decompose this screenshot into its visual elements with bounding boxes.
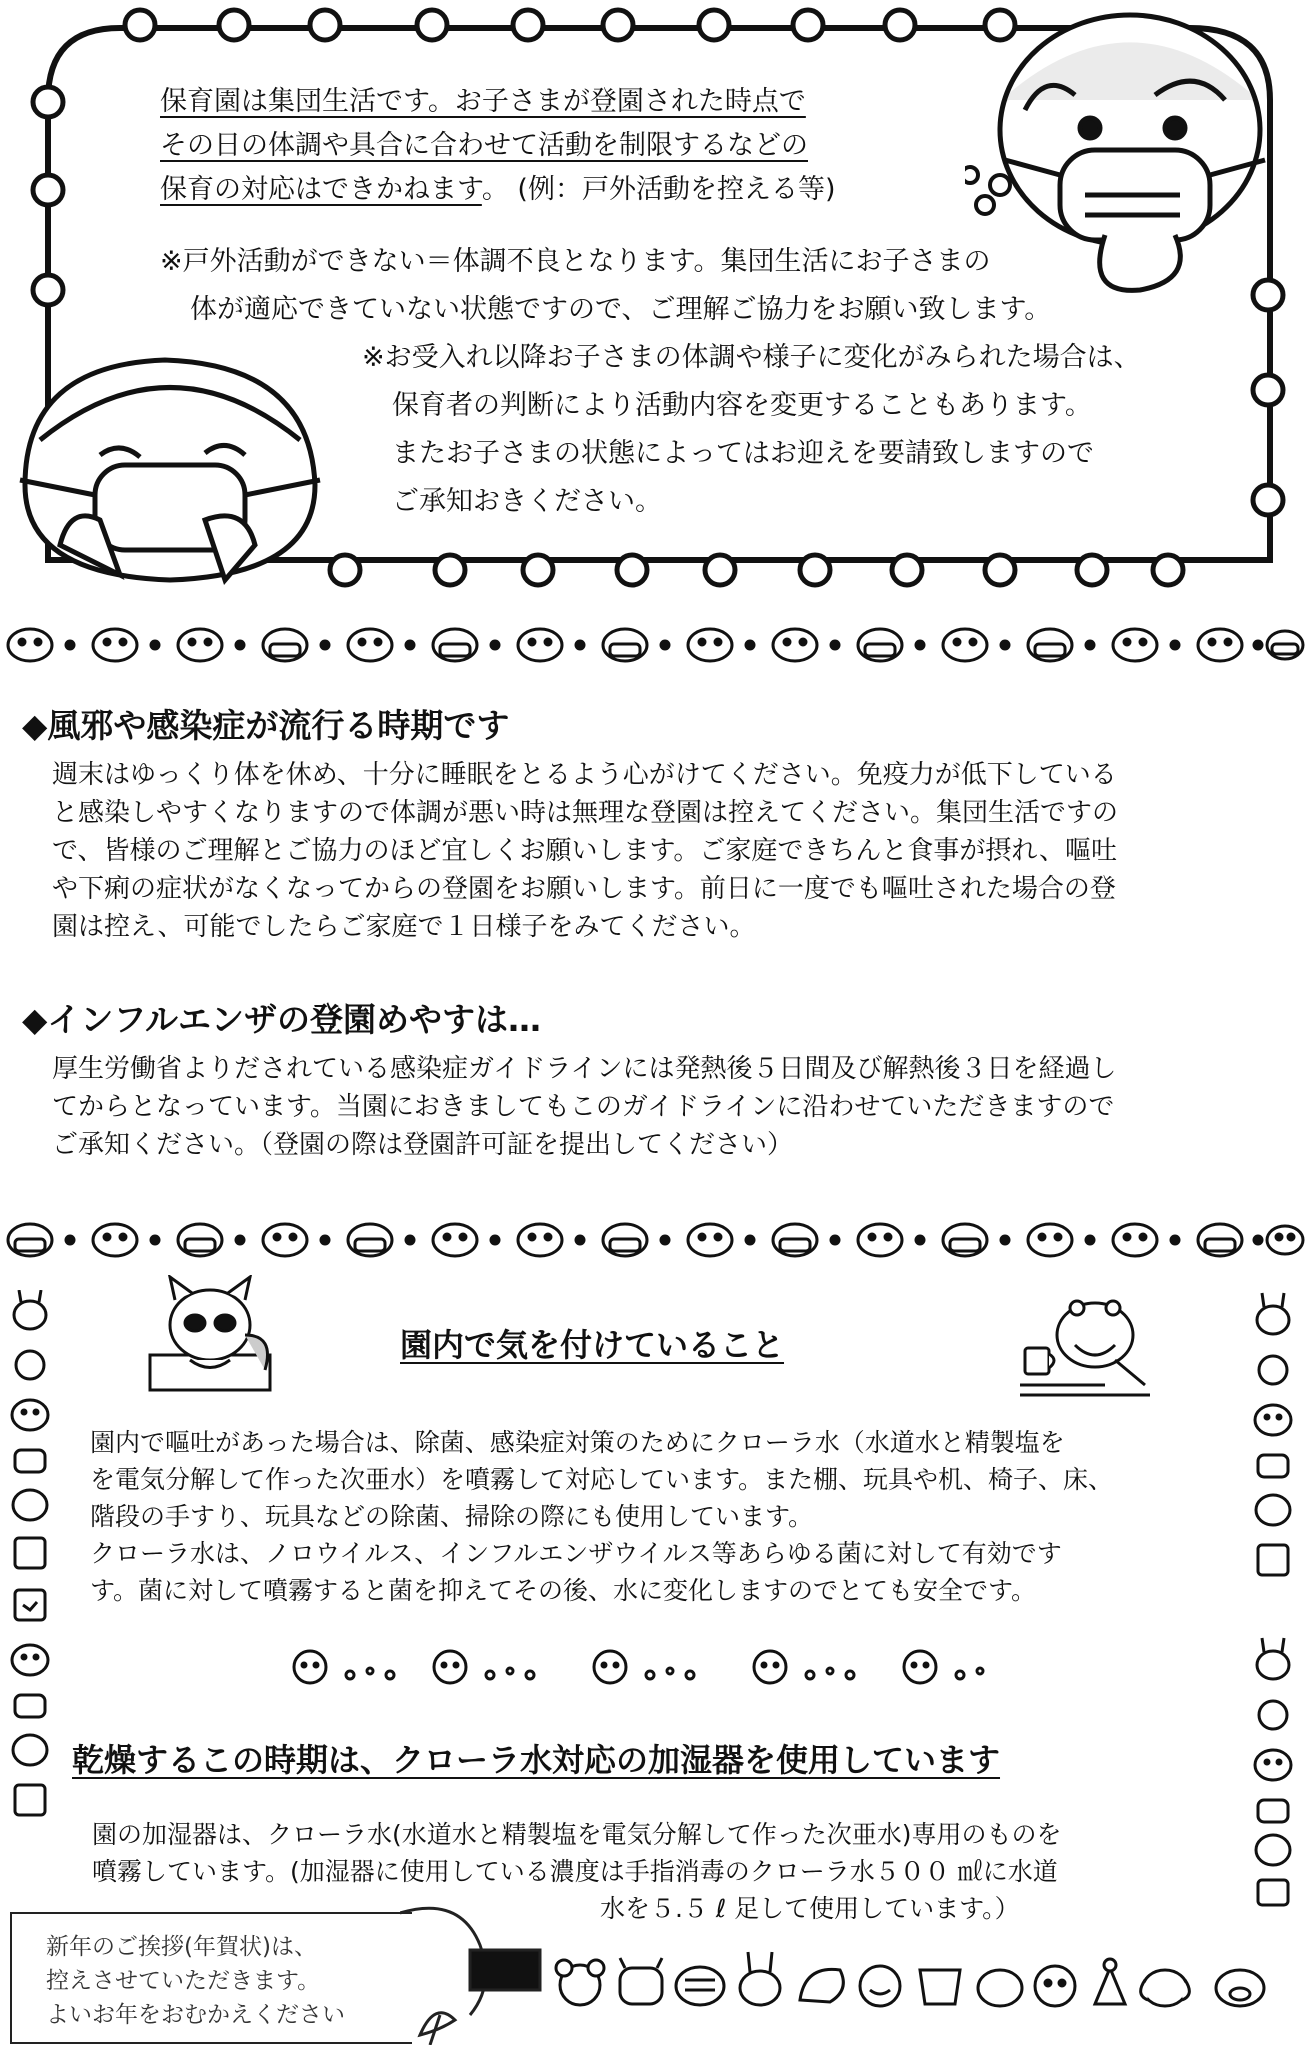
new-year-note-box bbox=[10, 1912, 412, 2044]
flu-section-heading: ◆インフルエンザの登園めやすは… bbox=[22, 1000, 542, 1039]
new-year-line-3: よいお年をおむかえください bbox=[46, 2002, 345, 2028]
care-line-4: クローラ水は、ノロウイルス、インフルエンザウイルス等あらゆる菌に対して有効です bbox=[90, 1539, 1062, 1568]
care-line-3: 階段の手すり、玩具などの除菌、掃除の際にも使用しています。 bbox=[90, 1502, 814, 1531]
notice-line-3: 保育の対応はできかねます bbox=[160, 174, 482, 205]
notice-line-1: 保育園は集団生活です。お子さまが登園された時点で bbox=[160, 86, 806, 117]
zodiac-animals-row bbox=[550, 1950, 1310, 2020]
humidifier-line-2: 噴霧しています。(加湿器に使用している濃度は手指消毒のクローラ水５００ ㎖に水道 bbox=[92, 1857, 1058, 1886]
note2-line-1: ※お受入れ以降お子さまの体調や様子に変化がみられた場合は、 bbox=[362, 342, 1141, 373]
flu-line-3: ご承知ください。（登園の際は登園許可証を提出してください） bbox=[52, 1130, 794, 1160]
humidifier-title: 乾燥するこの時期は、クローラ水対応の加湿器を使用しています bbox=[72, 1741, 1001, 1779]
cold-section-heading: ◆風邪や感染症が流行る時期です bbox=[22, 706, 510, 745]
hippo-gargle-illustration bbox=[1015, 1290, 1155, 1400]
flu-line-1: 厚生労働省よりだされている感染症ガイドラインには発熱後５日間及び解熱後３日を経過し bbox=[52, 1054, 1117, 1084]
germ-divider-row-2 bbox=[0, 1215, 1313, 1265]
left-icon-border bbox=[5, 1290, 55, 1850]
care-line-2: を電気分解して作った次亜水）を噴霧して対応しています。また棚、玩具や机、椅子、床、 bbox=[90, 1465, 1114, 1494]
care-line-1: 園内で嘔吐があった場合は、除菌、感染症対策のためにクローラ水（水道水と精製塩を bbox=[90, 1428, 1065, 1457]
humidifier-line-1: 園の加湿器は、クローラ水(水道水と精製塩を電気分解して作った次亜水)専用のものを bbox=[92, 1820, 1062, 1849]
kids-divider-row bbox=[280, 1645, 1000, 1695]
germ-divider-row bbox=[0, 620, 1313, 670]
raccoon-handwash-illustration bbox=[140, 1275, 280, 1395]
care-line-5: す。菌に対して噴霧すると菌を抑えてその後、水に変化しますのでとても安全です。 bbox=[90, 1576, 1037, 1605]
new-year-line-2: 控えさせていただきます。 bbox=[46, 1968, 321, 1994]
gift-tag-illustration bbox=[400, 1905, 550, 2045]
cold-line-1: 週末はゆっくり体を休め、十分に睡眠をとるよう心がけてください。免疫力が低下している bbox=[52, 760, 1117, 790]
note2-line-4: ご承知おきください。 bbox=[392, 486, 662, 517]
notice-line-3-suffix: 。 (例：戸外活動を控える等) bbox=[481, 174, 836, 205]
note1-line-1: ※戸外活動ができない＝体調不良となります。集団生活にお子さまの bbox=[160, 246, 991, 277]
cold-line-3: で、皆様のご理解とご協力のほど宜しくお願いします。ご家庭できちんと食事が摂れ、嘔吐 bbox=[52, 836, 1117, 866]
right-icon-border bbox=[1245, 1290, 1305, 1910]
boy-mask-illustration bbox=[0, 345, 345, 595]
girl-mask-illustration bbox=[965, 10, 1295, 300]
new-year-line-1: 新年のご挨拶(年賀状)は、 bbox=[46, 1934, 317, 1960]
care-box-title: 園内で気を付けていること bbox=[400, 1326, 785, 1364]
note2-line-3: またお子さまの状態によってはお迎えを要請致しますので bbox=[392, 438, 1094, 469]
note2-line-2: 保育者の判断により活動内容を変更することもあります。 bbox=[392, 390, 1092, 421]
flu-line-2: てからとなっています。当園におきましてもこのガイドラインに沿わせていただきますので bbox=[52, 1092, 1115, 1122]
notice-line-2: その日の体調や具合に合わせて活動を制限するなどの bbox=[160, 130, 808, 161]
cold-line-5: 園は控え、可能でしたらご家庭で１日様子をみてください。 bbox=[52, 912, 756, 942]
cold-line-2: と感染しやすくなりますので体調が悪い時は無理な登園は控えてください。集団生活ですの bbox=[52, 798, 1119, 828]
cold-line-4: や下痢の症状がなくなってからの登園をお願いします。前日に一度でも嘔吐された場合の登 bbox=[52, 874, 1116, 904]
note1-line-2: 体が適応できていない状態ですので、ご理解ご協力をお願い致します。 bbox=[190, 294, 1052, 325]
humidifier-line-3: 水を５.５ ℓ 足して使用しています。） bbox=[600, 1894, 1020, 1923]
